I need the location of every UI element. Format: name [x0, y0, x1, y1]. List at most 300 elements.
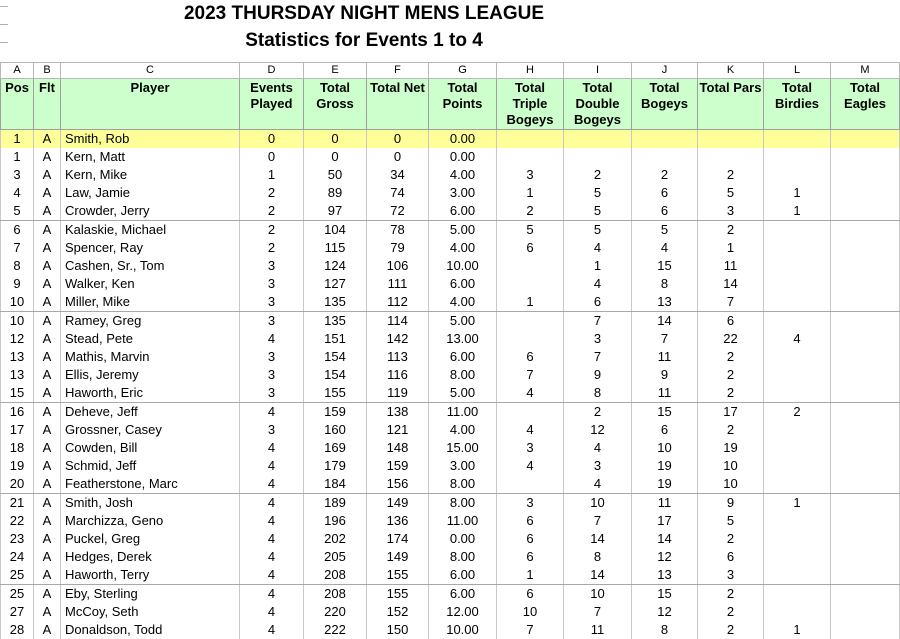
cell-total-points[interactable]: 6.00 [429, 348, 497, 366]
cell-triple-bogeys[interactable]: 6 [497, 585, 564, 604]
cell-triple-bogeys[interactable] [497, 275, 564, 293]
cell-birdies[interactable] [764, 312, 831, 331]
cell-total-points[interactable]: 12.00 [429, 603, 497, 621]
cell-total-net[interactable]: 116 [367, 366, 429, 384]
cell-total-gross[interactable]: 169 [304, 439, 367, 457]
cell-birdies[interactable] [764, 275, 831, 293]
cell-bogeys[interactable] [632, 148, 698, 166]
cell-total-points[interactable]: 11.00 [429, 512, 497, 530]
cell-pars[interactable]: 11 [698, 257, 764, 275]
cell-triple-bogeys[interactable]: 6 [497, 548, 564, 566]
cell-pars[interactable]: 19 [698, 439, 764, 457]
cell-player[interactable]: Smith, Josh [61, 494, 240, 513]
cell-total-gross[interactable]: 220 [304, 603, 367, 621]
cell-eagles[interactable] [831, 621, 900, 639]
cell-events-played[interactable]: 4 [240, 330, 304, 348]
cell-triple-bogeys[interactable]: 6 [497, 530, 564, 548]
cell-total-points[interactable]: 11.00 [429, 403, 497, 422]
cell-bogeys[interactable]: 9 [632, 366, 698, 384]
cell-total-points[interactable]: 6.00 [429, 275, 497, 293]
cell-triple-bogeys[interactable]: 7 [497, 366, 564, 384]
cell-triple-bogeys[interactable]: 1 [497, 184, 564, 202]
cell-pars[interactable]: 14 [698, 275, 764, 293]
cell-total-gross[interactable]: 179 [304, 457, 367, 475]
cell-bogeys[interactable]: 12 [632, 603, 698, 621]
cell-total-net[interactable]: 78 [367, 221, 429, 240]
cell-total-net[interactable]: 149 [367, 548, 429, 566]
cell-events-played[interactable]: 0 [240, 148, 304, 166]
cell-bogeys[interactable]: 19 [632, 457, 698, 475]
cell-events-played[interactable]: 2 [240, 239, 304, 257]
cell-player[interactable]: Kalaskie, Michael [61, 221, 240, 240]
cell-total-gross[interactable]: 154 [304, 366, 367, 384]
cell-bogeys[interactable]: 15 [632, 585, 698, 604]
cell-total-net[interactable]: 174 [367, 530, 429, 548]
cell-pos[interactable]: 1 [1, 148, 34, 166]
column-letter[interactable]: A [1, 63, 34, 79]
cell-player[interactable]: Haworth, Terry [61, 566, 240, 585]
cell-double-bogeys[interactable]: 1 [564, 257, 632, 275]
cell-pars[interactable]: 17 [698, 403, 764, 422]
cell-bogeys[interactable]: 17 [632, 512, 698, 530]
cell-double-bogeys[interactable]: 3 [564, 330, 632, 348]
cell-total-gross[interactable]: 50 [304, 166, 367, 184]
cell-events-played[interactable]: 3 [240, 293, 304, 312]
cell-birdies[interactable] [764, 439, 831, 457]
cell-pars[interactable] [698, 148, 764, 166]
cell-player[interactable]: Cashen, Sr., Tom [61, 257, 240, 275]
cell-total-net[interactable]: 150 [367, 621, 429, 639]
cell-double-bogeys[interactable]: 8 [564, 548, 632, 566]
cell-pos[interactable]: 22 [1, 512, 34, 530]
cell-birdies[interactable] [764, 130, 831, 149]
cell-total-net[interactable]: 111 [367, 275, 429, 293]
cell-total-gross[interactable]: 124 [304, 257, 367, 275]
cell-eagles[interactable] [831, 457, 900, 475]
column-letter[interactable]: H [497, 63, 564, 79]
cell-birdies[interactable] [764, 475, 831, 494]
cell-total-points[interactable]: 4.00 [429, 421, 497, 439]
cell-birdies[interactable] [764, 366, 831, 384]
header-pars[interactable]: Total Pars [698, 79, 764, 130]
cell-pos[interactable]: 15 [1, 384, 34, 403]
cell-total-net[interactable]: 152 [367, 603, 429, 621]
column-letter[interactable]: D [240, 63, 304, 79]
cell-pos[interactable]: 8 [1, 257, 34, 275]
cell-total-points[interactable]: 6.00 [429, 202, 497, 221]
cell-double-bogeys[interactable]: 3 [564, 457, 632, 475]
cell-total-net[interactable]: 155 [367, 585, 429, 604]
cell-events-played[interactable]: 4 [240, 621, 304, 639]
cell-triple-bogeys[interactable] [497, 148, 564, 166]
cell-triple-bogeys[interactable] [497, 130, 564, 149]
cell-pos[interactable]: 12 [1, 330, 34, 348]
cell-flt[interactable]: A [34, 257, 61, 275]
cell-double-bogeys[interactable]: 14 [564, 566, 632, 585]
cell-pos[interactable]: 5 [1, 202, 34, 221]
cell-bogeys[interactable]: 8 [632, 621, 698, 639]
cell-double-bogeys[interactable]: 8 [564, 384, 632, 403]
header-total-gross[interactable]: Total Gross [304, 79, 367, 130]
cell-eagles[interactable] [831, 384, 900, 403]
cell-flt[interactable]: A [34, 439, 61, 457]
cell-total-points[interactable]: 8.00 [429, 494, 497, 513]
cell-total-net[interactable]: 155 [367, 566, 429, 585]
cell-total-net[interactable]: 72 [367, 202, 429, 221]
cell-eagles[interactable] [831, 239, 900, 257]
cell-total-net[interactable]: 34 [367, 166, 429, 184]
cell-events-played[interactable]: 4 [240, 566, 304, 585]
cell-bogeys[interactable]: 19 [632, 475, 698, 494]
column-letter[interactable]: L [764, 63, 831, 79]
cell-total-gross[interactable]: 151 [304, 330, 367, 348]
cell-double-bogeys[interactable]: 10 [564, 494, 632, 513]
cell-total-net[interactable]: 148 [367, 439, 429, 457]
cell-birdies[interactable] [764, 530, 831, 548]
cell-double-bogeys[interactable]: 10 [564, 585, 632, 604]
cell-total-points[interactable]: 0.00 [429, 530, 497, 548]
cell-triple-bogeys[interactable]: 6 [497, 239, 564, 257]
cell-triple-bogeys[interactable]: 6 [497, 512, 564, 530]
cell-eagles[interactable] [831, 366, 900, 384]
cell-pos[interactable]: 19 [1, 457, 34, 475]
cell-pos[interactable]: 25 [1, 566, 34, 585]
cell-total-gross[interactable]: 135 [304, 293, 367, 312]
cell-events-played[interactable]: 3 [240, 366, 304, 384]
cell-eagles[interactable] [831, 184, 900, 202]
cell-bogeys[interactable]: 7 [632, 330, 698, 348]
cell-flt[interactable]: A [34, 475, 61, 494]
cell-flt[interactable]: A [34, 130, 61, 149]
cell-total-net[interactable]: 138 [367, 403, 429, 422]
header-eagles[interactable]: Total Eagles [831, 79, 900, 130]
cell-birdies[interactable] [764, 166, 831, 184]
cell-eagles[interactable] [831, 548, 900, 566]
cell-total-net[interactable]: 114 [367, 312, 429, 331]
cell-eagles[interactable] [831, 257, 900, 275]
cell-triple-bogeys[interactable]: 6 [497, 348, 564, 366]
cell-birdies[interactable] [764, 457, 831, 475]
cell-total-net[interactable]: 119 [367, 384, 429, 403]
cell-pars[interactable]: 2 [698, 603, 764, 621]
cell-eagles[interactable] [831, 421, 900, 439]
cell-eagles[interactable] [831, 566, 900, 585]
cell-total-gross[interactable]: 205 [304, 548, 367, 566]
cell-pos[interactable]: 4 [1, 184, 34, 202]
cell-eagles[interactable] [831, 439, 900, 457]
cell-player[interactable]: Smith, Rob [61, 130, 240, 149]
cell-total-net[interactable]: 156 [367, 475, 429, 494]
cell-birdies[interactable] [764, 239, 831, 257]
column-letter[interactable]: B [34, 63, 61, 79]
cell-pos[interactable]: 1 [1, 130, 34, 149]
cell-bogeys[interactable]: 4 [632, 239, 698, 257]
header-total-points[interactable]: Total Points [429, 79, 497, 130]
cell-double-bogeys[interactable]: 9 [564, 366, 632, 384]
header-events-played[interactable]: Events Played [240, 79, 304, 130]
cell-triple-bogeys[interactable]: 3 [497, 166, 564, 184]
cell-pos[interactable]: 18 [1, 439, 34, 457]
header-player[interactable]: Player [61, 79, 240, 130]
cell-flt[interactable]: A [34, 330, 61, 348]
cell-total-points[interactable]: 10.00 [429, 257, 497, 275]
cell-flt[interactable]: A [34, 221, 61, 240]
cell-total-points[interactable]: 5.00 [429, 312, 497, 331]
cell-triple-bogeys[interactable]: 3 [497, 439, 564, 457]
cell-total-gross[interactable]: 115 [304, 239, 367, 257]
cell-flt[interactable]: A [34, 275, 61, 293]
cell-flt[interactable]: A [34, 548, 61, 566]
cell-total-net[interactable]: 142 [367, 330, 429, 348]
cell-total-gross[interactable]: 208 [304, 566, 367, 585]
cell-birdies[interactable] [764, 257, 831, 275]
cell-total-points[interactable]: 0.00 [429, 130, 497, 149]
cell-double-bogeys[interactable]: 7 [564, 312, 632, 331]
cell-double-bogeys[interactable]: 7 [564, 512, 632, 530]
cell-total-net[interactable]: 149 [367, 494, 429, 513]
cell-player[interactable]: Hedges, Derek [61, 548, 240, 566]
cell-eagles[interactable] [831, 148, 900, 166]
cell-player[interactable]: Eby, Sterling [61, 585, 240, 604]
cell-flt[interactable]: A [34, 293, 61, 312]
cell-total-gross[interactable]: 155 [304, 384, 367, 403]
cell-birdies[interactable] [764, 384, 831, 403]
cell-flt[interactable]: A [34, 421, 61, 439]
cell-bogeys[interactable]: 15 [632, 403, 698, 422]
cell-birdies[interactable] [764, 603, 831, 621]
cell-total-points[interactable]: 3.00 [429, 457, 497, 475]
cell-player[interactable]: Stead, Pete [61, 330, 240, 348]
cell-eagles[interactable] [831, 293, 900, 312]
cell-pars[interactable]: 2 [698, 585, 764, 604]
cell-events-played[interactable]: 4 [240, 403, 304, 422]
cell-pars[interactable]: 2 [698, 348, 764, 366]
cell-total-net[interactable]: 159 [367, 457, 429, 475]
cell-player[interactable]: Crowder, Jerry [61, 202, 240, 221]
cell-double-bogeys[interactable]: 4 [564, 475, 632, 494]
cell-eagles[interactable] [831, 403, 900, 422]
cell-triple-bogeys[interactable]: 1 [497, 293, 564, 312]
cell-pars[interactable]: 9 [698, 494, 764, 513]
cell-double-bogeys[interactable]: 4 [564, 275, 632, 293]
cell-eagles[interactable] [831, 312, 900, 331]
header-double-bogeys[interactable]: Total Double Bogeys [564, 79, 632, 130]
cell-total-gross[interactable]: 0 [304, 130, 367, 149]
cell-flt[interactable]: A [34, 348, 61, 366]
cell-double-bogeys[interactable]: 7 [564, 348, 632, 366]
cell-double-bogeys[interactable]: 2 [564, 166, 632, 184]
cell-pars[interactable]: 3 [698, 566, 764, 585]
cell-triple-bogeys[interactable] [497, 330, 564, 348]
cell-total-points[interactable]: 10.00 [429, 621, 497, 639]
cell-total-points[interactable]: 8.00 [429, 548, 497, 566]
cell-total-net[interactable]: 0 [367, 148, 429, 166]
cell-birdies[interactable] [764, 221, 831, 240]
cell-bogeys[interactable]: 10 [632, 439, 698, 457]
cell-player[interactable]: Haworth, Eric [61, 384, 240, 403]
cell-pos[interactable]: 7 [1, 239, 34, 257]
cell-pars[interactable]: 2 [698, 530, 764, 548]
column-letter[interactable]: M [831, 63, 900, 79]
cell-birdies[interactable]: 1 [764, 202, 831, 221]
cell-flt[interactable]: A [34, 366, 61, 384]
cell-pos[interactable]: 16 [1, 403, 34, 422]
cell-events-played[interactable]: 3 [240, 312, 304, 331]
column-letter[interactable]: C [61, 63, 240, 79]
cell-bogeys[interactable] [632, 130, 698, 149]
cell-events-played[interactable]: 3 [240, 421, 304, 439]
cell-pars[interactable]: 2 [698, 621, 764, 639]
cell-total-gross[interactable]: 196 [304, 512, 367, 530]
cell-triple-bogeys[interactable]: 10 [497, 603, 564, 621]
cell-flt[interactable]: A [34, 566, 61, 585]
cell-triple-bogeys[interactable]: 1 [497, 566, 564, 585]
cell-total-gross[interactable]: 222 [304, 621, 367, 639]
cell-pos[interactable]: 24 [1, 548, 34, 566]
cell-player[interactable]: Puckel, Greg [61, 530, 240, 548]
cell-birdies[interactable]: 1 [764, 494, 831, 513]
cell-pars[interactable]: 6 [698, 548, 764, 566]
cell-birdies[interactable] [764, 512, 831, 530]
cell-birdies[interactable] [764, 293, 831, 312]
cell-player[interactable]: Mathis, Marvin [61, 348, 240, 366]
cell-bogeys[interactable]: 14 [632, 312, 698, 331]
cell-pars[interactable]: 10 [698, 457, 764, 475]
cell-player[interactable]: Marchizza, Geno [61, 512, 240, 530]
cell-total-gross[interactable]: 0 [304, 148, 367, 166]
cell-double-bogeys[interactable]: 11 [564, 621, 632, 639]
cell-triple-bogeys[interactable]: 4 [497, 421, 564, 439]
cell-eagles[interactable] [831, 585, 900, 604]
cell-total-gross[interactable]: 104 [304, 221, 367, 240]
cell-eagles[interactable] [831, 166, 900, 184]
cell-pars[interactable]: 2 [698, 421, 764, 439]
cell-player[interactable]: Cowden, Bill [61, 439, 240, 457]
cell-birdies[interactable]: 2 [764, 403, 831, 422]
cell-birdies[interactable] [764, 548, 831, 566]
cell-double-bogeys[interactable]: 2 [564, 403, 632, 422]
cell-eagles[interactable] [831, 130, 900, 149]
cell-pars[interactable]: 7 [698, 293, 764, 312]
cell-pos[interactable]: 13 [1, 366, 34, 384]
cell-player[interactable]: Kern, Matt [61, 148, 240, 166]
cell-flt[interactable]: A [34, 384, 61, 403]
cell-bogeys[interactable]: 6 [632, 202, 698, 221]
cell-double-bogeys[interactable] [564, 130, 632, 149]
cell-pos[interactable]: 20 [1, 475, 34, 494]
column-letter[interactable]: G [429, 63, 497, 79]
cell-player[interactable]: McCoy, Seth [61, 603, 240, 621]
cell-events-played[interactable]: 4 [240, 494, 304, 513]
cell-pars[interactable]: 10 [698, 475, 764, 494]
cell-player[interactable]: Law, Jamie [61, 184, 240, 202]
header-birdies[interactable]: Total Birdies [764, 79, 831, 130]
cell-total-gross[interactable]: 89 [304, 184, 367, 202]
header-flt[interactable]: Flt [34, 79, 61, 130]
cell-events-played[interactable]: 4 [240, 439, 304, 457]
cell-bogeys[interactable]: 5 [632, 221, 698, 240]
cell-pars[interactable]: 5 [698, 512, 764, 530]
cell-triple-bogeys[interactable]: 4 [497, 384, 564, 403]
cell-eagles[interactable] [831, 475, 900, 494]
cell-bogeys[interactable]: 11 [632, 348, 698, 366]
cell-bogeys[interactable]: 11 [632, 384, 698, 403]
cell-flt[interactable]: A [34, 512, 61, 530]
cell-flt[interactable]: A [34, 312, 61, 331]
cell-flt[interactable]: A [34, 148, 61, 166]
cell-eagles[interactable] [831, 348, 900, 366]
cell-player[interactable]: Schmid, Jeff [61, 457, 240, 475]
cell-total-points[interactable]: 8.00 [429, 475, 497, 494]
cell-pars[interactable]: 1 [698, 239, 764, 257]
cell-player[interactable]: Walker, Ken [61, 275, 240, 293]
cell-pos[interactable]: 10 [1, 312, 34, 331]
cell-events-played[interactable]: 2 [240, 184, 304, 202]
cell-player[interactable]: Spencer, Ray [61, 239, 240, 257]
header-total-net[interactable]: Total Net [367, 79, 429, 130]
cell-eagles[interactable] [831, 221, 900, 240]
cell-flt[interactable]: A [34, 403, 61, 422]
cell-total-net[interactable]: 106 [367, 257, 429, 275]
cell-double-bogeys[interactable]: 4 [564, 239, 632, 257]
cell-bogeys[interactable]: 14 [632, 530, 698, 548]
cell-pos[interactable]: 17 [1, 421, 34, 439]
cell-eagles[interactable] [831, 603, 900, 621]
cell-total-points[interactable]: 15.00 [429, 439, 497, 457]
column-letter[interactable]: I [564, 63, 632, 79]
cell-triple-bogeys[interactable]: 5 [497, 221, 564, 240]
cell-player[interactable]: Deheve, Jeff [61, 403, 240, 422]
cell-total-points[interactable]: 3.00 [429, 184, 497, 202]
cell-events-played[interactable]: 4 [240, 548, 304, 566]
cell-flt[interactable]: A [34, 603, 61, 621]
column-letter[interactable]: K [698, 63, 764, 79]
cell-total-gross[interactable]: 127 [304, 275, 367, 293]
cell-triple-bogeys[interactable]: 2 [497, 202, 564, 221]
cell-pars[interactable]: 5 [698, 184, 764, 202]
cell-events-played[interactable]: 4 [240, 475, 304, 494]
cell-flt[interactable]: A [34, 166, 61, 184]
cell-total-gross[interactable]: 184 [304, 475, 367, 494]
cell-total-gross[interactable]: 159 [304, 403, 367, 422]
cell-double-bogeys[interactable]: 14 [564, 530, 632, 548]
cell-events-played[interactable]: 4 [240, 585, 304, 604]
cell-double-bogeys[interactable]: 5 [564, 184, 632, 202]
cell-pars[interactable]: 3 [698, 202, 764, 221]
cell-total-net[interactable]: 79 [367, 239, 429, 257]
cell-double-bogeys[interactable]: 4 [564, 439, 632, 457]
header-bogeys[interactable]: Total Bogeys [632, 79, 698, 130]
cell-events-played[interactable]: 2 [240, 202, 304, 221]
cell-bogeys[interactable]: 8 [632, 275, 698, 293]
cell-total-gross[interactable]: 154 [304, 348, 367, 366]
cell-events-played[interactable]: 4 [240, 457, 304, 475]
cell-total-net[interactable]: 112 [367, 293, 429, 312]
cell-total-net[interactable]: 136 [367, 512, 429, 530]
cell-triple-bogeys[interactable] [497, 403, 564, 422]
cell-events-played[interactable]: 4 [240, 512, 304, 530]
cell-events-played[interactable]: 1 [240, 166, 304, 184]
cell-double-bogeys[interactable]: 5 [564, 221, 632, 240]
cell-pos[interactable]: 10 [1, 293, 34, 312]
cell-pos[interactable]: 21 [1, 494, 34, 513]
cell-flt[interactable]: A [34, 494, 61, 513]
cell-total-net[interactable]: 121 [367, 421, 429, 439]
cell-pars[interactable]: 6 [698, 312, 764, 331]
cell-total-gross[interactable]: 97 [304, 202, 367, 221]
header-triple-bogeys[interactable]: Total Triple Bogeys [497, 79, 564, 130]
cell-pos[interactable]: 6 [1, 221, 34, 240]
